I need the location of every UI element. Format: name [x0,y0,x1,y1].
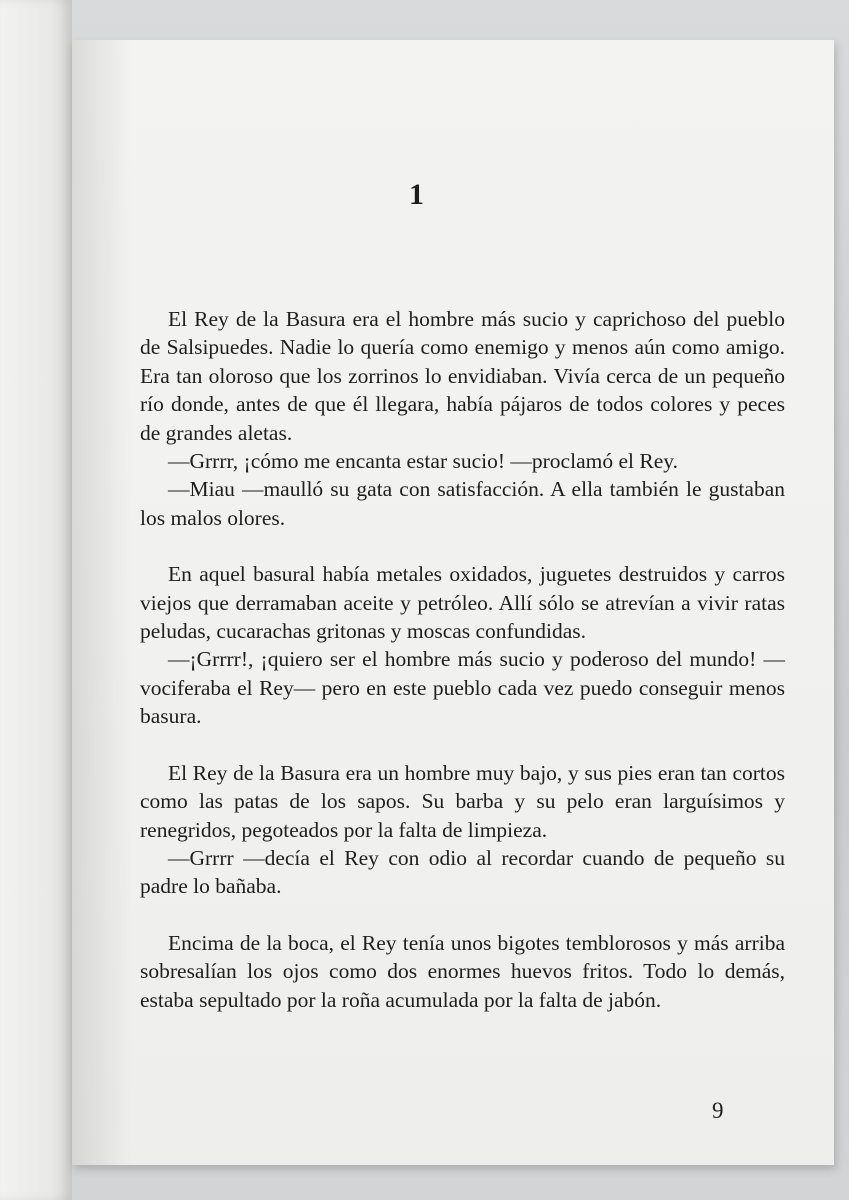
page-number: 9 [712,1098,724,1123]
paragraph: Encima de la boca, el Rey tenía unos bigotes temblorosos y más arriba sobresalían los ojos como dos enormes huevos fritos. Todo lo demás, estaba sepultado por la roña acumulada por la falta de jabón. [140,930,785,1012]
dialogue-line: —Miau —maulló su gata con satisfacción. A ella también le gustaban los malos olores. [140,477,785,530]
book-page [72,40,834,1165]
body-text [140,305,785,1014]
dialogue-line: —Grrrr, ¡cómo me encanta estar sucio! —proclamó el Rey. [168,449,678,474]
dialogue-line: —¡Grrrr!, ¡quiero ser el hombre más sucio y poderoso del mundo! —vociferaba el Rey— pero en este pueblo cada vez puedo conseguir menos basura. [140,647,785,729]
section-break [140,731,785,759]
section-break [140,901,785,929]
paragraph: En aquel basural había metales oxidados, juguetes destruidos y carros viejos que derramaban aceite y petróleo. Allí sólo se atrevían a vivir ratas peludas, cucarachas gritonas y moscas confundidas. [140,562,785,644]
dialogue-line: —Grrrr —decía el Rey con odio al recordar cuando de pequeño su padre lo bañaba. [140,845,785,899]
paragraph: El Rey de la Basura era el hombre más sucio y caprichoso del pueblo de Salsipuedes. Nadie lo quería como enemigo y menos aún como amigo. Era tan oloroso que los zorrinos lo envidiaban. Vivía cerca de un pequeño río donde, antes de que él llegara, había pájaros de todos colores y peces de grandes aletas. [140,307,785,445]
paragraph: El Rey de la Basura era un hombre muy bajo, y sus pies eran tan cortos como las patas de los sapos. Su barba y su pelo eran larguísimos y renegridos, pegoteados por la falta de limpieza. [140,760,785,842]
section-break [140,532,785,560]
facing-page-edge [0,0,72,1200]
chapter-number: 1 [409,178,425,211]
